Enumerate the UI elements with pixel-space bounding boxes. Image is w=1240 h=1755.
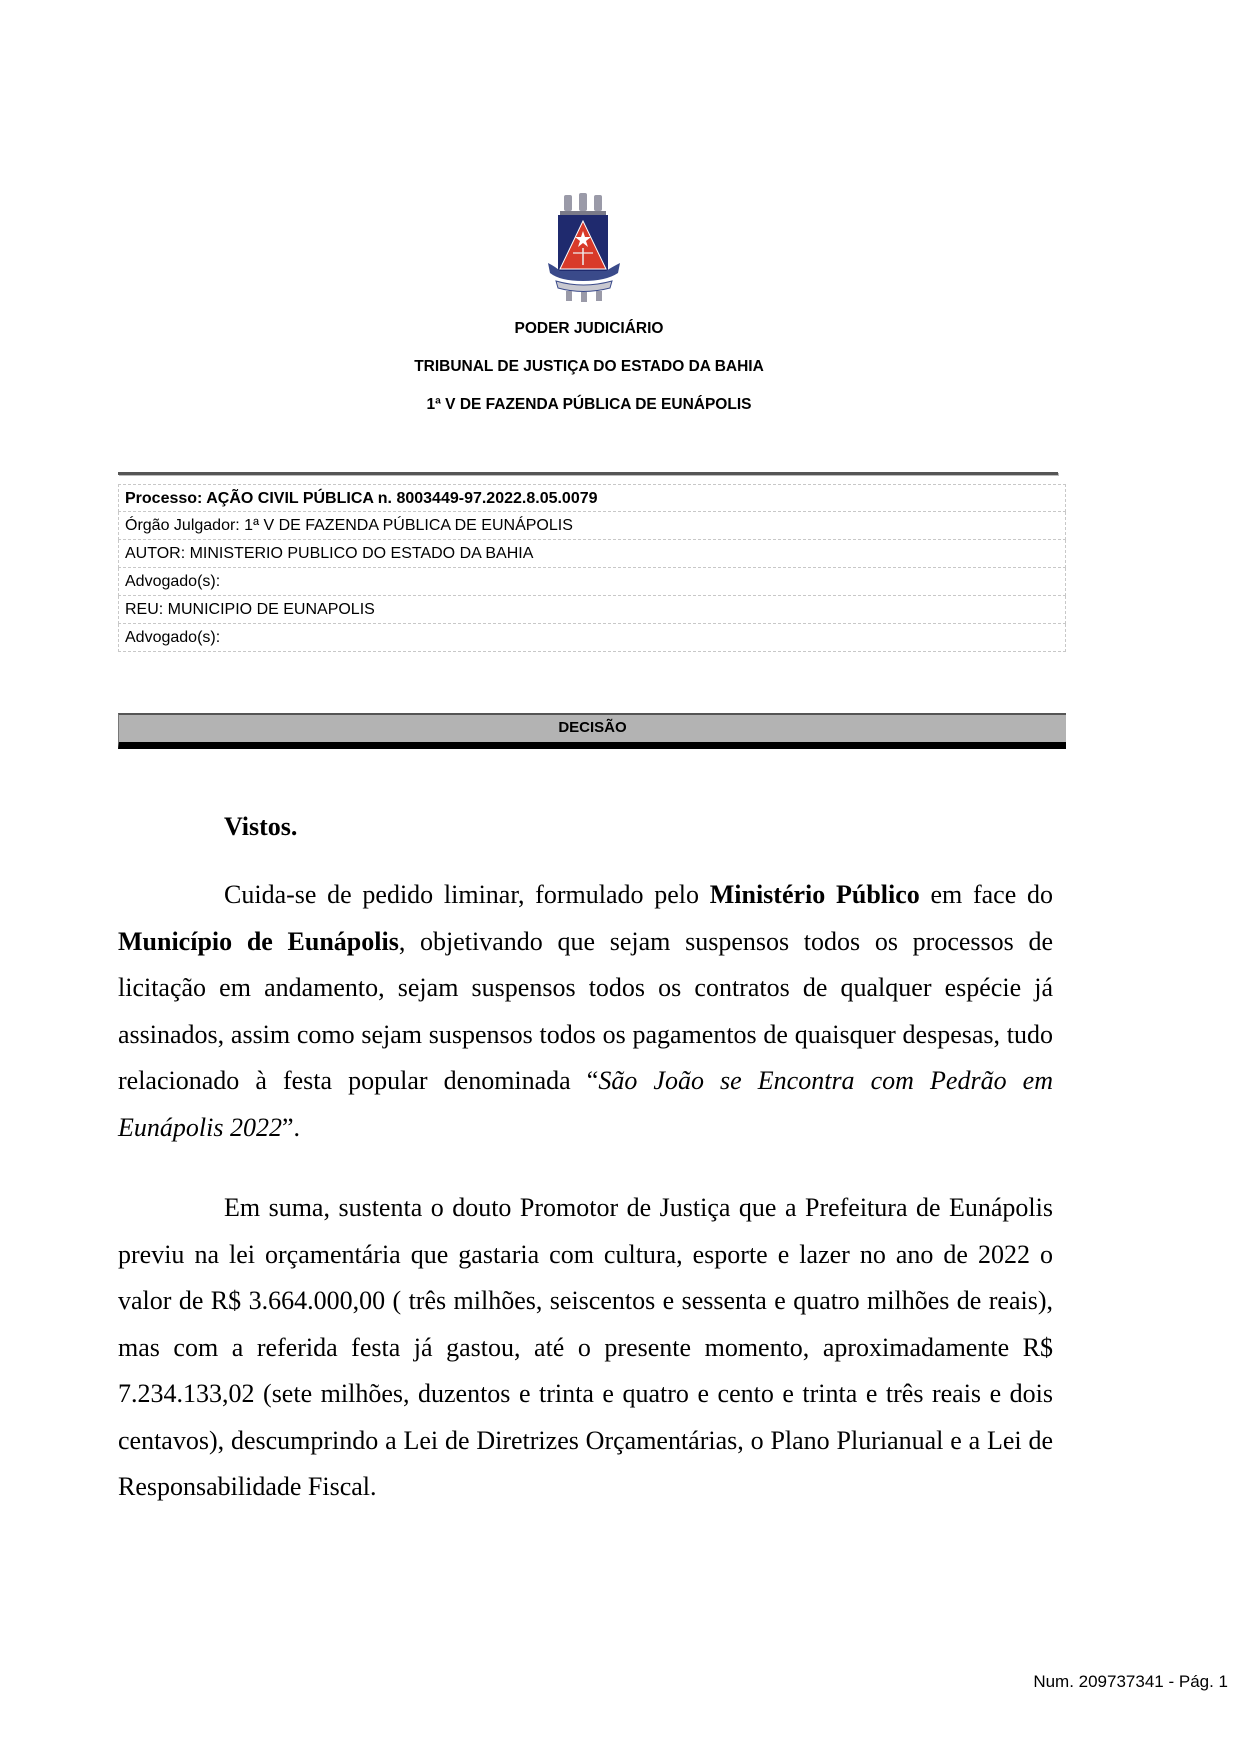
paragraph-2 <box>118 1185 1053 1511</box>
header-judiciary: PODER JUDICIÁRIO <box>514 320 664 337</box>
case-process-row: Processo: AÇÃO CIVIL PÚBLICA n. 8003449-97.2022.8.05.0079 <box>118 484 1066 512</box>
greeting: Vistos. <box>224 812 298 841</box>
case-defendant-row: REU: MUNICIPIO DE EUNAPOLIS <box>118 596 1066 624</box>
p1-bold-author: Ministério Público <box>709 880 920 909</box>
header-divider <box>118 472 1058 475</box>
paragraph-1 <box>118 872 1053 1151</box>
bahia-coat-of-arms-icon <box>546 193 622 303</box>
header-court: TRIBUNAL DE JUSTIÇA DO ESTADO DA BAHIA <box>414 358 764 375</box>
header-chamber: 1ª V DE FAZENDA PÚBLICA DE EUNÁPOLIS <box>426 396 752 413</box>
case-court-row: Órgão Julgador: 1ª V DE FAZENDA PÚBLICA DE EUNÁPOLIS <box>118 512 1066 540</box>
p1-text-4: ”. <box>281 1112 300 1142</box>
p1-bold-defendant: Município de Eunápolis <box>118 926 399 956</box>
p1-text-3: , objetivando que sejam suspensos todos os processos de licitação em andamento, sejam suspensos todos os contratos de qualquer espécie já assinados, assim como sejam suspensos todos os pagamentos de quaisquer despesas, tudo relacionado à festa popular denominada “ <box>118 926 1053 1095</box>
p1-text-1: Cuida-se de pedido liminar, formulado pelo <box>224 880 710 909</box>
case-defendant-lawyer-row: Advogado(s): <box>118 624 1066 652</box>
p2-text: Em suma, sustenta o douto Promotor de Justiça que a Prefeitura de Eunápolis previu na lei orçamentária que gastaria com cultura, esporte e lazer no ano de 2022 o valor de R$ 3.664.000,00 ( três milhões, seiscentos e sessenta e quatro milhões de reais), mas com a referida festa já gastou, até o presente momento, aproximadamente R$ 7.234.133,02 (sete milhões, duzentos e trinta e quatro e cento e trinta e três reais e dois centavos), descumprindo a Lei de Diretrizes Orçamentárias, o Plano Plurianual e a Lei de Responsabilidade Fiscal. <box>118 1193 1053 1501</box>
p1-text-2: em face do <box>919 880 1053 909</box>
page-reference: Num. 209737341 - Pág. 1 <box>1033 1672 1228 1691</box>
p1-festival-name: São João se Encontra com Pedrão em Eunápolis 2022 <box>118 1066 1053 1142</box>
case-plaintiff-lawyer-row: Advogado(s): <box>118 568 1066 596</box>
case-plaintiff-row: AUTOR: MINISTERIO PUBLICO DO ESTADO DA BAHIA <box>118 540 1066 568</box>
case-info-table <box>118 484 1066 652</box>
section-title-decision: DECISÃO <box>118 713 1066 749</box>
